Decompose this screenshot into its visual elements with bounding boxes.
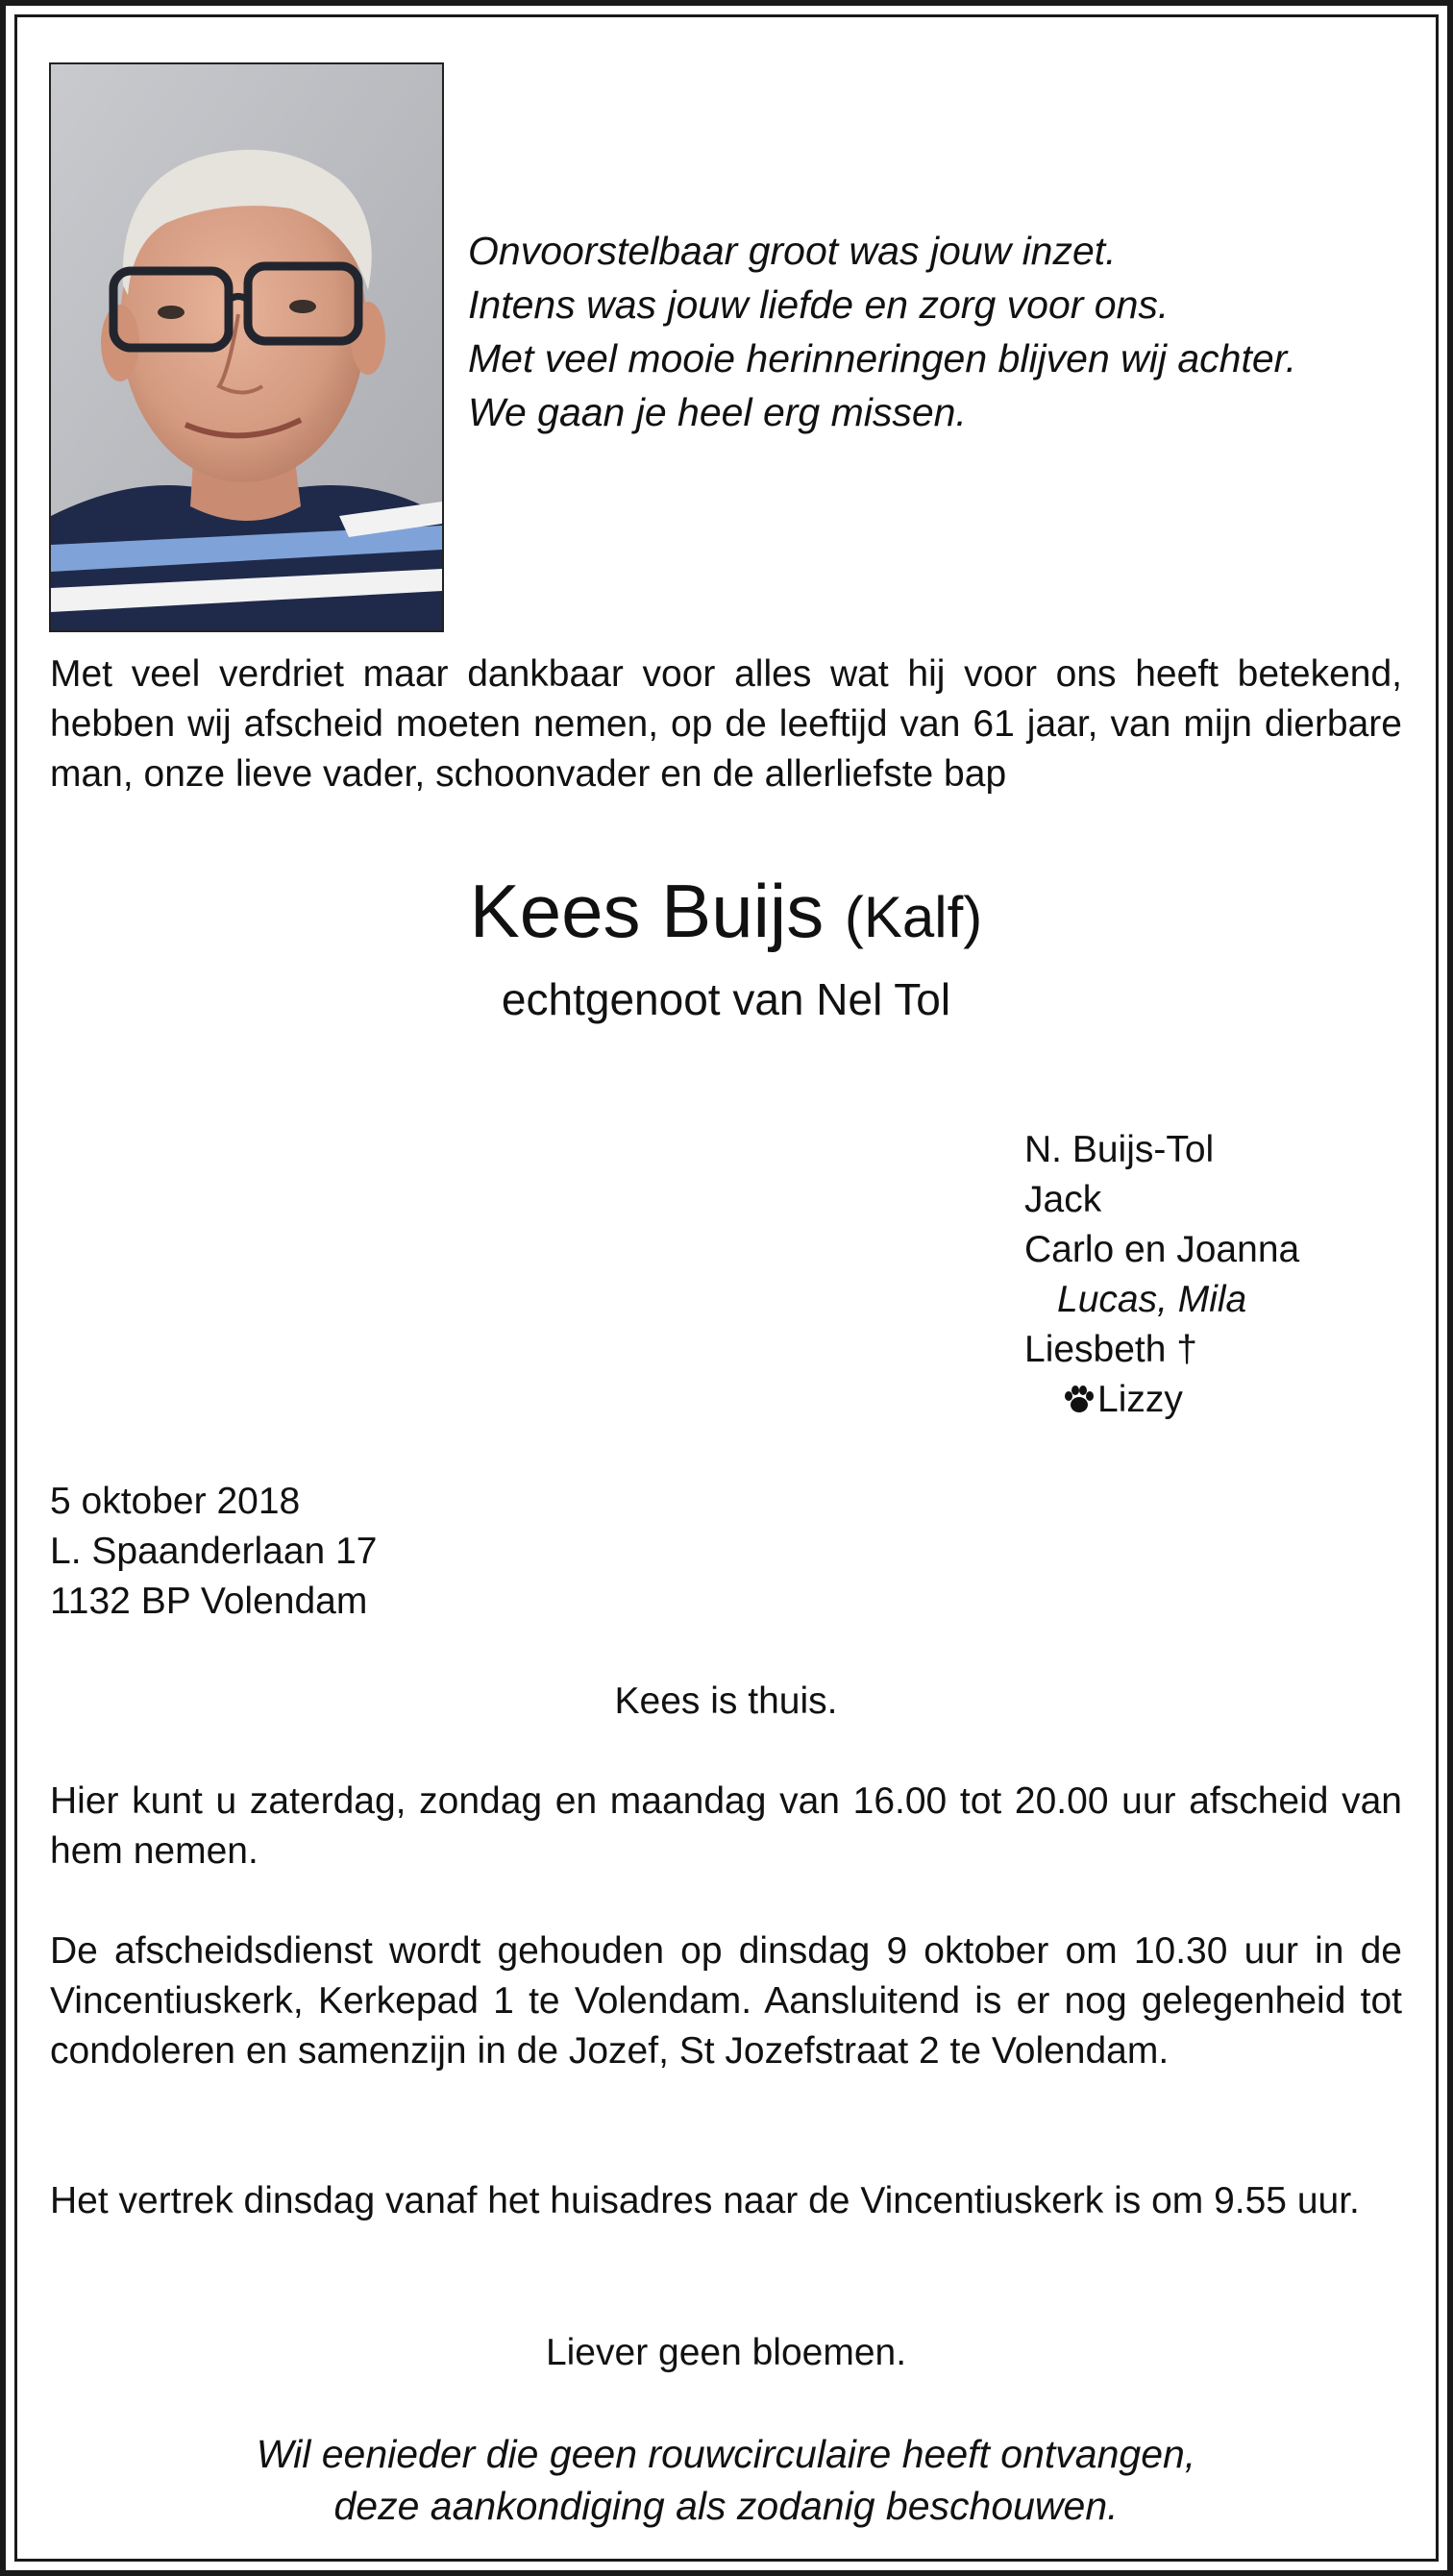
date: 5 oktober 2018 [50, 1481, 301, 1522]
family-member: N. Buijs-Tol [1024, 1129, 1215, 1170]
paw-icon [1063, 1379, 1096, 1429]
spouse-line: echtgenoot van Nel Tol [501, 974, 951, 1024]
poem-line: Met veel mooie herinneringen blijven wij achter. [468, 336, 1297, 380]
closing-note [50, 2428, 1402, 2532]
city: 1132 BP Volendam [50, 1581, 368, 1622]
home-notice: Kees is thuis. [614, 1681, 838, 1722]
poem-line: We gaan je heel erg missen. [468, 390, 967, 434]
poem [468, 224, 1429, 439]
family-grandchildren: Lucas, Mila [1057, 1279, 1247, 1320]
street: L. Spaanderlaan 17 [50, 1531, 378, 1572]
family-member: Carlo en Joanna [1024, 1229, 1300, 1270]
family-list [1024, 1125, 1299, 1429]
address-block [50, 1477, 377, 1627]
poem-line: Intens was jouw liefde en zorg voor ons. [468, 282, 1170, 327]
departure-paragraph: Het vertrek dinsdag vanaf het huisadres naar de Vincentiuskerk is om 9.55 uur. [50, 2180, 1360, 2221]
poem-line: Onvoorstelbaar groot was jouw inzet. [468, 229, 1117, 273]
service-paragraph: De afscheidsdienst wordt gehouden op dinsdag 9 oktober om 10.30 uur in de Vincentiuskerk, Kerkepad 1 te Volendam. Aansluitend is er nog gelegenheid tot condoleren en samenzijn in de Jozef, St Jozefstraat 2 te Volendam. [50, 1930, 1402, 2072]
flowers-notice: Liever geen bloemen. [545, 2332, 907, 2373]
closing-line: Wil eenieder die geen rouwcirculaire heeft ontvangen, [256, 2432, 1196, 2476]
deceased-full-name: Kees Buijs [469, 869, 825, 953]
closing-line: deze aankondiging als zodanig beschouwen. [333, 2484, 1119, 2528]
portrait-photo [49, 62, 444, 632]
family-pet [1024, 1375, 1299, 1429]
family-member: Liesbeth † [1024, 1329, 1197, 1370]
deceased-name [50, 865, 1402, 964]
deceased-nickname: (Kalf) [844, 885, 983, 949]
family-member: Jack [1024, 1179, 1102, 1220]
pet-name: Lizzy [1097, 1379, 1183, 1420]
intro-paragraph: Met veel verdriet maar dankbaar voor alles wat hij voor ons heeft betekend, hebben wij afscheid moeten nemen, op de leeftijd van 61 jaar, van mijn dierbare man, onze lieve vader, schoonvader en de allerliefste bap [50, 653, 1402, 795]
visiting-paragraph: Hier kunt u zaterdag, zondag en maandag van 16.00 tot 20.00 uur afscheid van hem nemen. [50, 1780, 1402, 1872]
